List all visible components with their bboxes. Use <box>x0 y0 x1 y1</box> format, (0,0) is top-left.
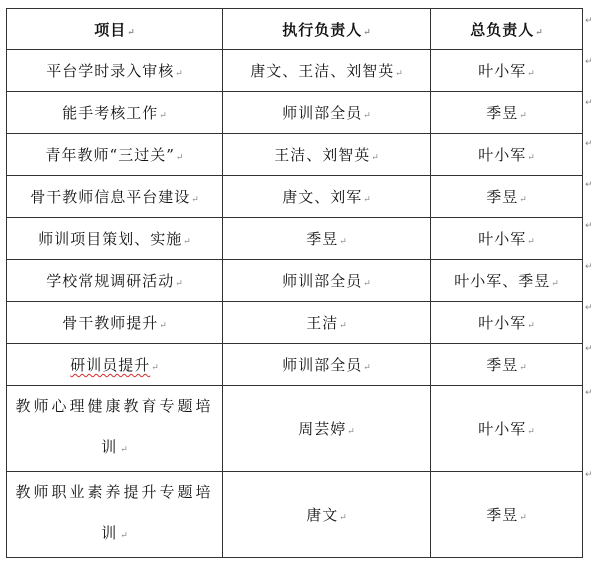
cell-lead: 季昱↵ <box>431 92 583 134</box>
cell-item: 教师心理健康教育专题培训↵ <box>7 386 223 472</box>
header-executor: 执行负责人↵ <box>223 9 431 50</box>
cell-executor: 师训部全员↵ <box>223 344 431 386</box>
row-end-mark: ↵ <box>585 388 593 398</box>
cell-executor: 唐文、刘军↵ <box>223 176 431 218</box>
row-end-mark: ↵ <box>585 344 593 354</box>
cell-executor: 唐文↵ <box>223 472 431 558</box>
cell-item: 能手考核工作↵ <box>7 92 223 134</box>
table-header-row <box>7 9 583 50</box>
cell-item: 骨干教师提升↵ <box>7 302 223 344</box>
cell-lead: 叶小军↵ <box>431 218 583 260</box>
row-end-mark: ↵ <box>585 221 593 231</box>
row-end-mark: ↵ <box>585 139 593 149</box>
table-row <box>7 302 583 344</box>
cell-item: 骨干教师信息平台建设↵ <box>7 176 223 218</box>
table-row <box>7 176 583 218</box>
cell-executor: 王洁↵ <box>223 302 431 344</box>
cell-item: 学校常规调研活动↵ <box>7 260 223 302</box>
row-end-mark: ↵ <box>585 180 593 190</box>
table-row <box>7 260 583 302</box>
cell-executor: 唐文、王洁、刘智英↵ <box>223 50 431 92</box>
row-end-mark: ↵ <box>585 470 593 480</box>
table-row <box>7 344 583 386</box>
table-row <box>7 218 583 260</box>
cell-item: 平台学时录入审核↵ <box>7 50 223 92</box>
cell-lead: 叶小军、季昱↵ <box>431 260 583 302</box>
cell-lead: 叶小军↵ <box>431 386 583 472</box>
table-row <box>7 386 583 472</box>
row-end-mark: ↵ <box>585 16 593 26</box>
spellcheck-underlined-text: 研训员提升 <box>70 356 151 374</box>
table-row <box>7 134 583 176</box>
row-end-mark: ↵ <box>585 57 593 67</box>
table-row <box>7 92 583 134</box>
cell-lead: 叶小军↵ <box>431 50 583 92</box>
cell-item: 教师职业素养提升专题培训↵ <box>7 472 223 558</box>
cell-executor: 王洁、刘智英↵ <box>223 134 431 176</box>
cell-lead: 季昱↵ <box>431 344 583 386</box>
row-end-mark: ↵ <box>585 98 593 108</box>
cell-executor: 师训部全员↵ <box>223 260 431 302</box>
cell-executor: 季昱↵ <box>223 218 431 260</box>
header-lead: 总负责人↵ <box>431 9 583 50</box>
cell-item: 师训项目策划、实施↵ <box>7 218 223 260</box>
cell-item: 研训员提升↵ <box>7 344 223 386</box>
cell-lead: 季昱↵ <box>431 176 583 218</box>
table-row <box>7 472 583 558</box>
cell-executor: 师训部全员↵ <box>223 92 431 134</box>
row-end-mark: ↵ <box>585 303 593 313</box>
cell-executor: 周芸婷↵ <box>223 386 431 472</box>
table-row <box>7 50 583 92</box>
cell-lead: 季昱↵ <box>431 472 583 558</box>
header-item: 项目↵ <box>7 9 223 50</box>
cell-item: 青年教师“三过关”↵ <box>7 134 223 176</box>
task-assignment-table <box>6 8 583 558</box>
row-end-mark: ↵ <box>585 262 593 272</box>
cell-lead: 叶小军↵ <box>431 134 583 176</box>
cell-lead: 叶小军↵ <box>431 302 583 344</box>
